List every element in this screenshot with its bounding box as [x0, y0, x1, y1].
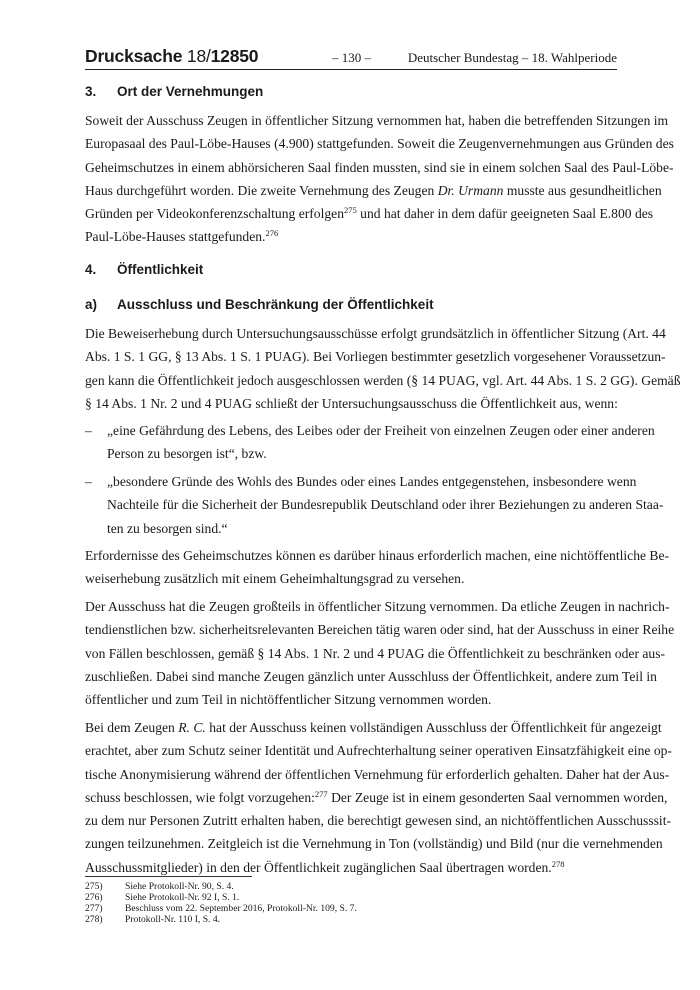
heading-section-3: 3. Ort der Vernehmungen	[85, 84, 264, 99]
bullet-dash: –	[85, 474, 92, 489]
page-header	[85, 44, 617, 70]
heading-section-4: 4. Öffentlichkeit	[85, 262, 204, 277]
footnote-276: 276) Siehe Protokoll-Nr. 92 I, S. 1.	[85, 892, 240, 903]
bullet-item-2: – „besondere Gründe des Wohls des Bundes oder eines Landes entgegenstehen, insbesondere wenn Nachteile für die Sicherheit der Bundesrepublik Deutschland oder ihrer Beziehungen zu anderen Staa- ten zu besorgen sind.“	[85, 470, 617, 540]
header-rule	[85, 69, 617, 70]
paragraph-a-1: Die Beweiserhebung durch Untersuchungsausschüsse erfolgt grundsätzlich in öffentlicher Sitzung (Art. 44 Abs. 1 S. 1 GG, § 13 Abs. 1 S. 1 PUAG). Bei Vorliegen bestimmter gesetzlich vorgesehener Voraussetzun- gen kann die Öffentlichkeit jedoch ausgeschlossen werden (§ 14 PUAG, vgl. Art. 44 Abs. 1 S. 2 GG). Gemäß § 14 Abs. 1 Nr. 2 und 4 PUAG schließt der Untersuchungsausschuss die Öffentlichkeit aus, wenn:	[85, 326, 681, 411]
heading-section-a: a) Ausschluss und Beschränkung der Öffentlichkeit	[85, 297, 434, 312]
footnote-ref-276[interactable]: 276	[265, 228, 279, 239]
bullet-dash: –	[85, 423, 92, 438]
document-number: Drucksache 18/12850	[85, 46, 259, 66]
footnote-ref-278[interactable]: 278	[551, 858, 565, 869]
footnote-275: 275) Siehe Protokoll-Nr. 90, S. 4.	[85, 881, 234, 892]
witness-name: R. C.	[178, 720, 206, 735]
footnote-rule	[85, 876, 252, 877]
paragraph-section-3: Soweit der Ausschuss Zeugen in öffentlicher Sitzung vernommen hat, haben die betreffenden Sitzungen im Europasaal des Paul-Löbe-Hauses (4.900) stattgefunden. Soweit die Zeugenvernehmungen aus Gründen des Geheimschutzes in einem abhörsicheren Saal finden mussten, sind sie in einem solchen Saal des Paul-Löbe- Haus durchgeführt worden. Die zweite Vernehmung des Zeugen Dr. Urmann musste aus gesundheitlichen Gründen per Videokonferenzschaltung erfolgen$^{275}$ und hat daher in dem dafür geeigneten Saal E.800 des Paul-Löbe-Hauses stattgefunden.$^{276}$	[85, 113, 674, 245]
paragraph-a-4: Bei dem Zeugen R. C. hat der Ausschuss keinen vollständigen Ausschluss der Öffentlichkeit für angezeigt erachtet, aber zum Schutz seiner Identität und Aufrechterhaltung seiner operativen Einsatzfähigkeit eine op- tische Anonymisierung während der öffentlichen Vernehmung für erforderlich gehalten. Daher hat der Aus- schuss beschlossen, wie folgt vorzugehen:$^{277}$ Der Zeuge ist in einem gesonderten Saal vernommen worden, zu dem nur Personen Zutritt erhalten haben, die berechtigt gewesen sind, an nichtöffentlichen Ausschusssit- zungen teilzunehmen. Zeitgleich ist die Vernehmung in Ton (vollständig) und Bild (nur die vernehmenden Ausschussmitglieder) in den der Öffentlichkeit zugänglichen Saal übertragen worden.$^{278}$	[85, 720, 672, 875]
footnote-ref-277[interactable]: 277	[314, 788, 328, 799]
bullet-item-1: – „eine Gefährdung des Lebens, des Leibes oder der Freiheit von einzelnen Zeugen oder einer anderen Person zu besorgen ist“, bzw.	[85, 419, 617, 466]
paragraph-a-3: Der Ausschuss hat die Zeugen großteils in öffentlicher Sitzung vernommen. Da etliche Zeugen in nachrich- tendienstlichen bzw. sicherheitsrelevanten Bereichen tätig waren oder sind, hat der Ausschuss in einer Reihe von Fällen beschlossen, gemäß § 14 Abs. 1 Nr. 2 und 4 PUAG die Öffentlichkeit zu beschränken oder aus- zuschließen. Dabei sind manche Zeugen gänzlich unter Ausschluss der Öffentlichkeit, andere zum Teil in öffentlicher und zum Teil in nichtöffentlicher Sitzung vernommen worden.	[85, 599, 675, 708]
page-number: – 130 –	[332, 50, 371, 65]
footnote-278: 278) Protokoll-Nr. 110 I, S. 4.	[85, 914, 221, 925]
witness-name: Dr. Urmann	[437, 182, 504, 198]
footnote-ref-275[interactable]: 275	[344, 205, 357, 216]
paragraph-a-2: Erfordernisse des Geheimschutzes können es darüber hinaus erforderlich machen, eine nichtöffentliche Be- weiserhebung zusätzlich mit einem Geheimhaltungsgrad zu versehen.	[85, 548, 670, 587]
footnote-277: 277) Beschluss vom 22. September 2016, Protokoll-Nr. 109, S. 7.	[85, 903, 357, 914]
header-publisher: Deutscher Bundestag – 18. Wahlperiode	[407, 50, 617, 65]
